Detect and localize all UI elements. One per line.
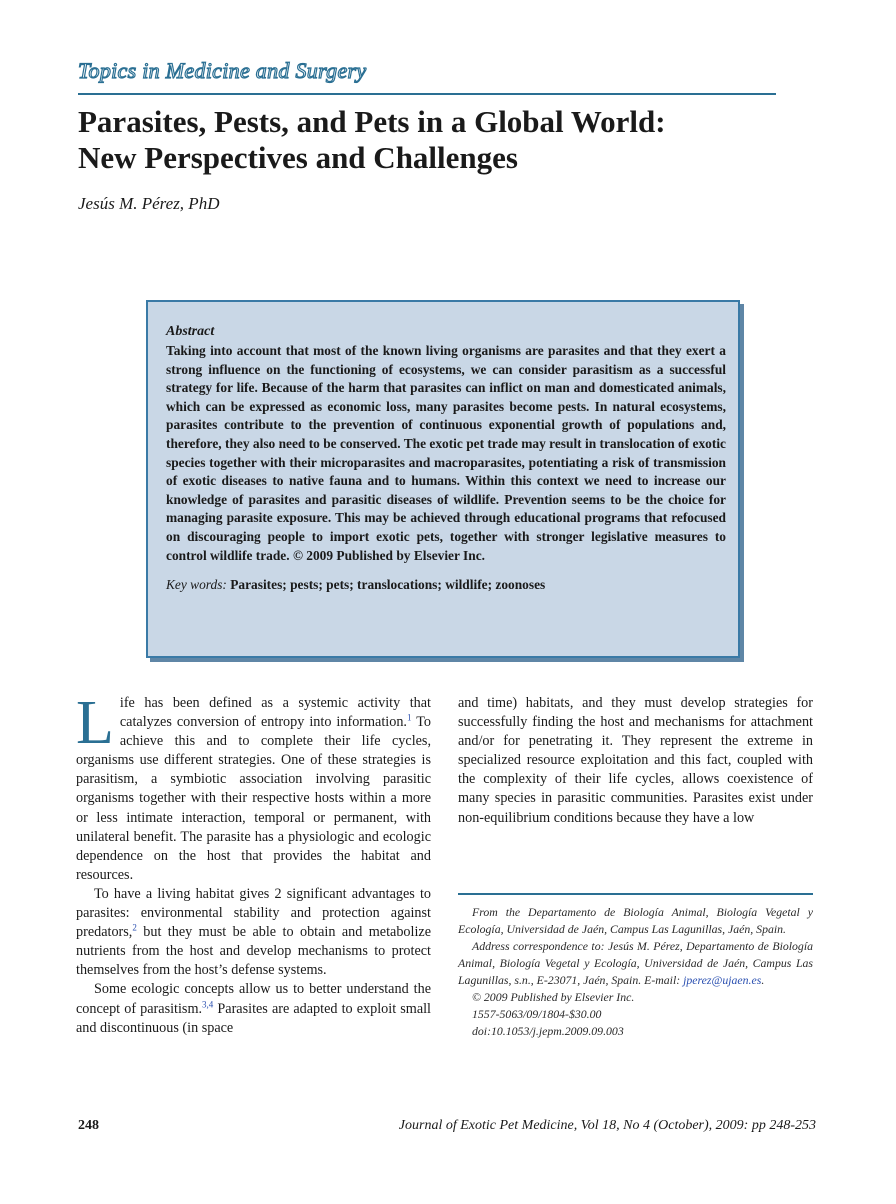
issn-note: 1557-5063/09/1804-$30.00 [472,1007,602,1021]
author-name: Jesús M. Pérez, PhD [78,194,220,213]
paragraph [76,980,431,1037]
paragraph-text: Some ecologic concepts allow us to better understand the concept of parasitism. [76,981,431,1017]
title-line-2: New Perspectives and Challenges [78,140,518,175]
section-header: Topics in Medicine and Surgery [78,58,367,83]
abstract-heading: Abstract [166,324,215,339]
paragraph-text: ife has been defined as a systemic activity that catalyzes conversion of entropy into information. [119,695,431,731]
article-title [78,104,838,176]
paragraph-text: To have a living habitat gives 2 significant advantages to parasites: environmental stability and protection against predators, [76,885,431,941]
keywords-text: Parasites; pests; pets; translocations; wildlife; zoonoses [230,577,546,593]
page-number: 248 [78,1118,99,1133]
footnote-rule [458,893,813,895]
citation-ref[interactable]: 2 [132,922,137,933]
body-column-left [76,689,432,1038]
drop-cap: L [76,689,114,757]
correspondence-note [458,938,813,989]
keywords-label: Key words: [166,577,227,593]
header-rule [78,93,776,95]
paragraph [76,885,431,980]
citation-ref[interactable]: 3,4 [202,998,214,1009]
paragraph-text: To achieve this and to complete their life cycles, organisms use different strategies. One of these strategies is parasitism, a symbiotic association involving parasitic organisms together with their respective hosts within a more or less intimate interaction, temporal or permanent, with unilateral benefit. The parasite has a physiologic and ecologic dependence on the host that provides the habitat and resources. [76,714,431,883]
paragraph-text: but they must be able to obtain and metabolize nutrients from the host and develop mechanisms to protect themselves from the host’s defense systems. [76,924,431,979]
email-suffix: . [761,973,765,987]
correspondence-text: Address correspondence to: Jesús M. Pérez, Departamento de Biología Animal, Biología Vegetal y Ecología, Universidad de Jaén, Campus Las Lagunillas, s.n., E-23071, Jaén, Spain. E-mail: [458,939,813,987]
journal-citation: Journal of Exotic Pet Medicine, Vol 18, No 4 (October), 2009: pp 248-253 [398,1118,816,1133]
paragraph [76,689,431,885]
doi-note[interactable]: doi:10.1053/j.jepm.2009.09.003 [472,1024,624,1038]
affiliation-note: From the Departamento de Biología Animal, Biología Vegetal y Ecología, Universidad de Jaén, Campus Las Lagunillas, Jaén, Spain. [458,905,813,936]
citation-ref[interactable]: 1 [406,712,412,723]
body-column-right [458,694,813,828]
copyright-note: © 2009 Published by Elsevier Inc. [472,990,635,1004]
email-link[interactable]: jperez@ujaen.es [683,973,762,987]
abstract-content [166,324,726,593]
footnotes [458,904,813,1040]
abstract-box [146,300,740,658]
paragraph: and time) habitats, and they must develop strategies for successfully finding the host and mechanisms for attachment and/or for penetrating it. They represent the extreme in specialized resource exploitation and this fact, coupled with the complexity of their life cycles, allows coexistence of many species in parasitic communities. Parasites exist under non-equilibrium conditions because they have a low [458,695,813,826]
title-line-1: Parasites, Pests, and Pets in a Global World: [78,104,666,139]
keywords [166,577,726,593]
abstract-text: Taking into account that most of the known living organisms are parasites and that they exert a strong influence on the functioning of ecosystems, we can consider parasitism as a successful strategy for life. Because of the harm that parasites can inflict on man and domesticated animals, which can be expressed as economic loss, many parasites become pests. In natural ecosystems, parasites contribute to the prevention of continuous exponential growth of populations and, therefore, they also need to be conserved. The exotic pet trade may result in translocation of exotic species together with their microparasites and macroparasites, potentiating a risk of transmission of exotic diseases to native fauna and to humans. Within this context we need to increase our knowledge of parasites and parasitic diseases of wildlife. Prevention seems to be the choice for managing parasite exposure. This may be achieved through educational programs that refocused on discouraging people to import exotic pets, together with stronger legislative measures to control wildlife trade. © 2009 Published by Elsevier Inc. [166,343,726,563]
paragraph-text: Parasites are adapted to exploit small and discontinuous (in space [76,1000,432,1036]
